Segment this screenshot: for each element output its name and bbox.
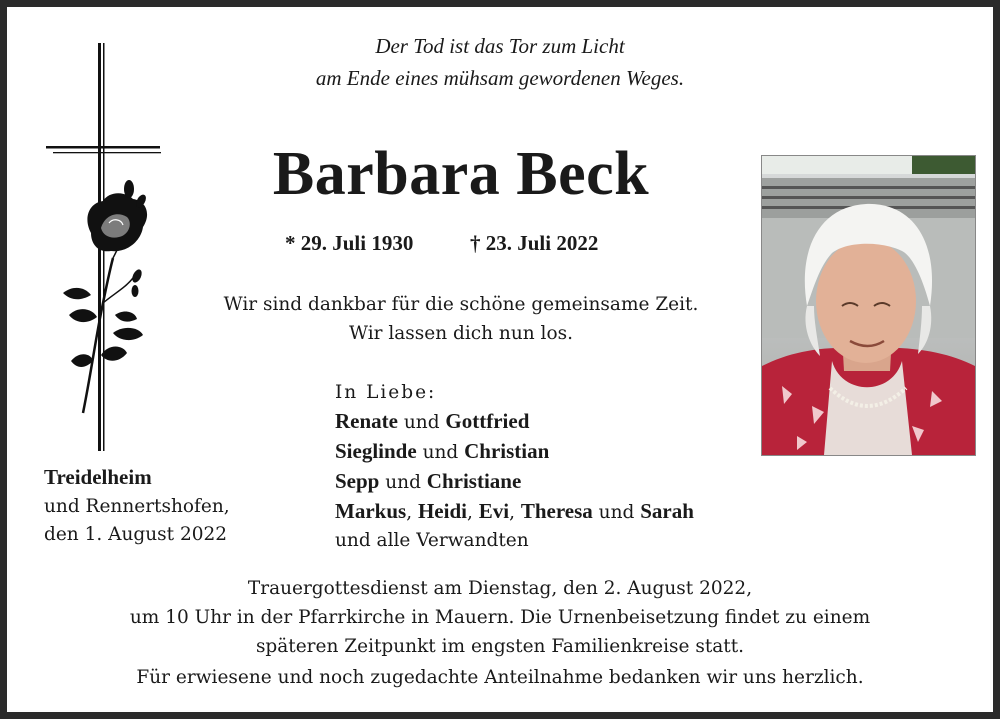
place-line-2: und Rennertshofen, [44, 496, 230, 517]
family-row: Renate und Gottfried [335, 409, 530, 433]
family-row: Markus, Heidi, Evi, Theresa und Sarah [335, 499, 694, 523]
cross-with-rose-icon [43, 43, 173, 463]
motto-line-2: am Ende eines mühsam gewordenen Weges. [315, 66, 685, 90]
service-line-2: um 10 Uhr in der Pfarrkirche in Mauern. Die Urnenbeisetzung findet zu einem [129, 607, 871, 628]
death-date: † 23. Juli 2022 [470, 231, 599, 255]
motto-line-1: Der Tod ist das Tor zum Licht [375, 34, 625, 58]
place-and-date [44, 463, 230, 549]
place-town: Treidelheim [44, 465, 152, 489]
closing-thanks: Für erwiesene und noch zugedachte Anteilnahme bedanken wir uns herzlich. [136, 667, 864, 688]
thanks-line-1: Wir sind dankbar für die schöne gemeinsame Zeit. [223, 294, 699, 315]
thanks-line-2: Wir lassen dich nun los. [349, 323, 573, 344]
family-label: In Liebe: [335, 382, 437, 403]
family-row: Sieglinde und Christian [335, 439, 550, 463]
deceased-name: Barbara Beck [272, 140, 650, 208]
portrait-photo [761, 155, 976, 456]
family-others: und alle Verwandten [335, 530, 529, 551]
service-info [7, 574, 993, 661]
birth-date: * 29. Juli 1930 [285, 231, 414, 255]
notice-date: den 1. August 2022 [44, 524, 228, 545]
service-line-1: Trauergottesdienst am Dienstag, den 2. August 2022, [247, 578, 753, 599]
service-line-3: späteren Zeitpunkt im engsten Familienkreise statt. [255, 636, 745, 657]
family-list [335, 379, 694, 555]
family-row: Sepp und Christiane [335, 469, 522, 493]
